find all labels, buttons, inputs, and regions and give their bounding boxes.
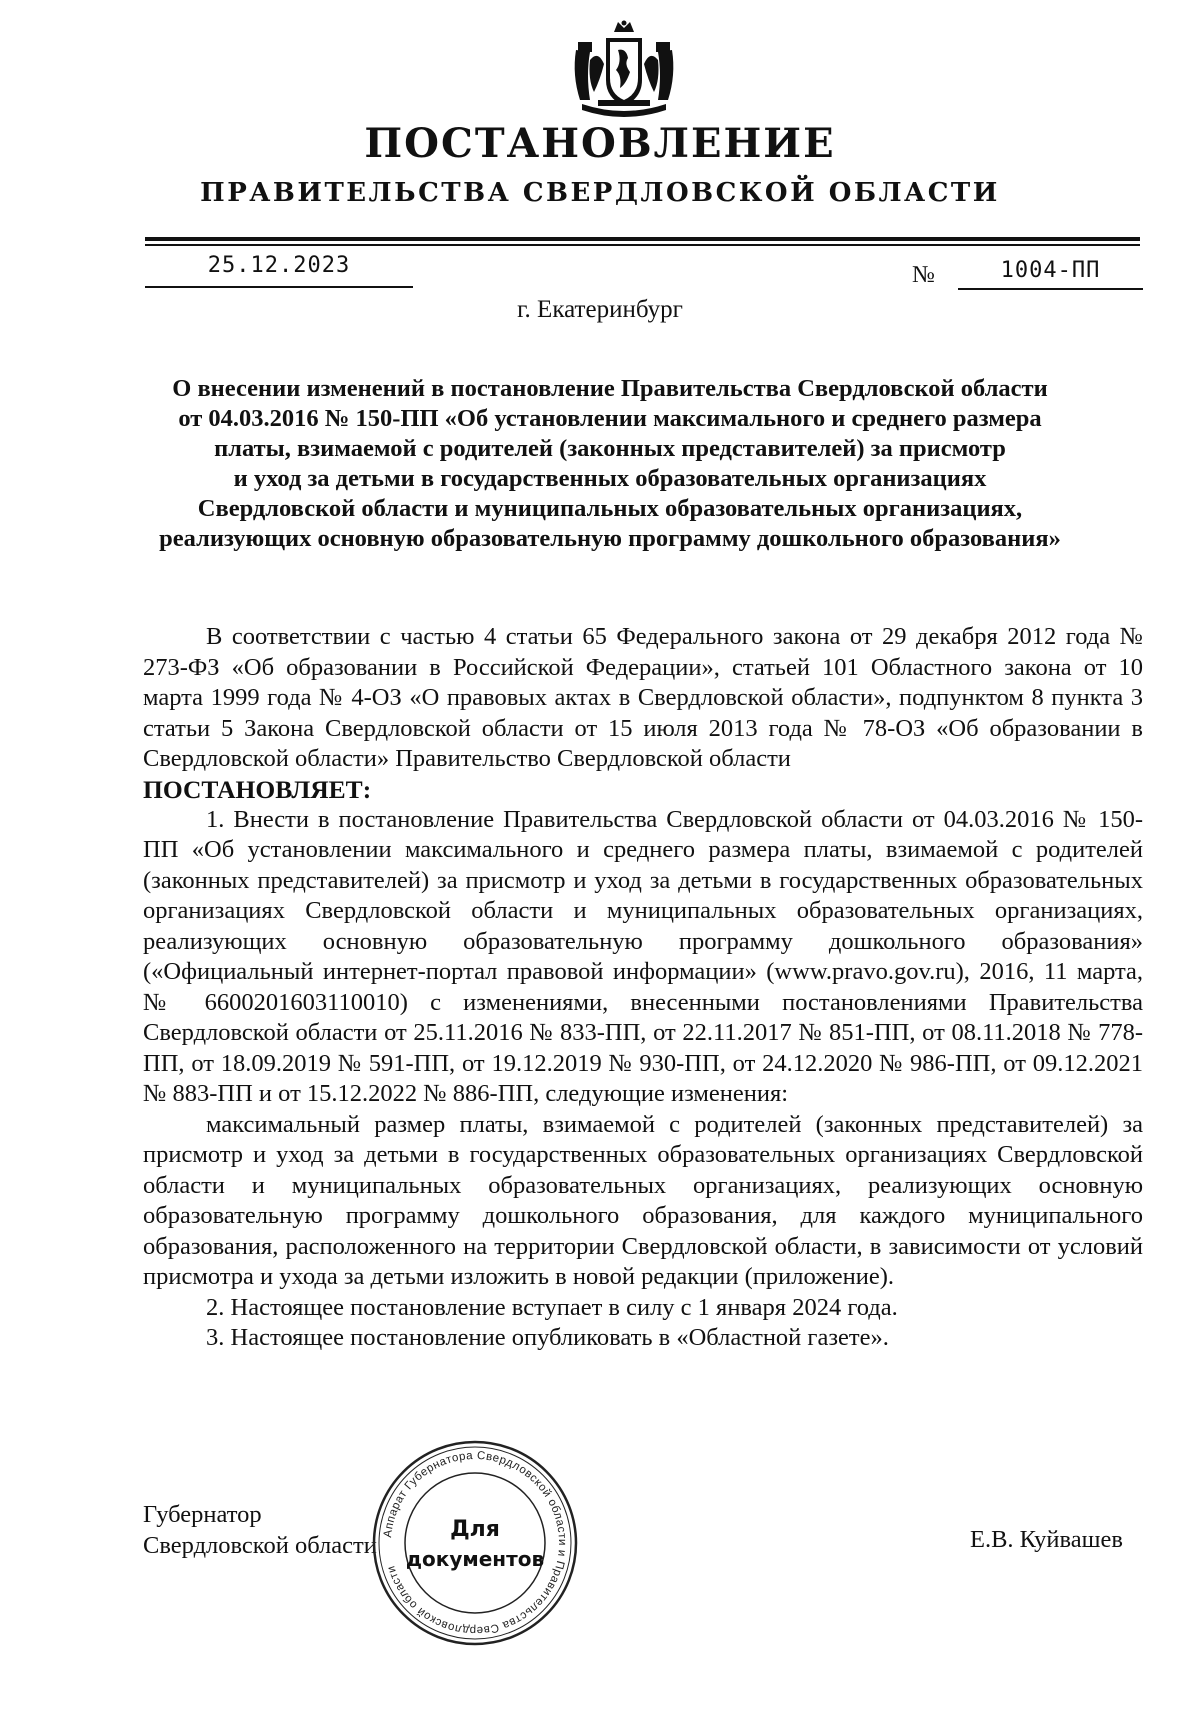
signatory-name: Е.В. Куйвашев [970,1526,1123,1553]
document-date: 25.12.2023 [207,253,351,278]
official-stamp [370,1438,580,1648]
intro-paragraph: В соответствии с частью 4 статьи 65 Федерального закона от 29 декабря 2012 года № 273-ФЗ «Об образовании в Российской Федерации», статьей 101 Областного закона от 10 марта 1999 года № 4-ОЗ «О правовых актах в Свердловской области», подпунктом 8 пункта 3 статьи 5 Закона Свердловской области от 15 июля 2013 года № 78-ОЗ «Об образовании в Свердловской области» Правительство Свердловской области [143,623,1143,772]
header-rule-thick [145,237,1140,241]
document-subtitle: ПРАВИТЕЛЬСТВА СВЕРДЛОВСКОЙ ОБЛАСТИ [200,178,1000,208]
decree-word: ПОСТАНОВЛЯЕТ: [143,774,372,804]
heading-line: от 04.03.2016 № 150-ПП «Об установлении максимального и среднего размера [178,405,1042,432]
stamp-ring-text: Аппарат Губернатора Свердловской области и Правительства Свердловской области [382,1449,569,1637]
svg-text:Аппарат Губернатора Свердловск [382,1450,568,1636]
header-rule-thin [145,244,1140,246]
document-city: г. Екатеринбург [517,296,683,323]
heading-line: реализующих основную образовательную программу дошкольного образования» [159,525,1061,552]
item-2-paragraph: 2. Настоящее постановление вступает в силу с 1 января 2024 года. [206,1293,898,1321]
document-number: 1004-ПП [1000,258,1101,283]
item-3-paragraph: 3. Настоящее постановление опубликовать в «Областной газете». [206,1324,889,1351]
document-title: ПОСТАНОВЛЕНИЕ [364,120,836,167]
heading-line: платы, взимаемой с родителей (законных представителей) за присмотр [214,435,1006,462]
heading-line: Свердловской области и муниципальных образовательных организациях, [197,495,1023,522]
signatory-position-line: Свердловской области [143,1532,377,1559]
item-1-sub-paragraph: максимальный размер платы, взимаемой с родителей (законных представителей) за присмотр и уход за детьми в государственных образовательных организациях Свердловской области и муниципальных образовательных организациях, реализующих основную образовательную программу дошкольного образования, для каждого муниципального образования, расположенного на территории Свердловской области, в зависимости от условий присмотра и ухода за детьми изложить в новой редакции (приложение). [143,1110,1143,1290]
item-1-paragraph: 1. Внести в постановление Правительства Свердловской области от 04.03.2016 № 150-ПП «Об установлении максимального и среднего размера платы, взимаемой с родителей (законных представителей) за присмотр и уход за детьми в государственных образовательных организациях Свердловской области и муниципальных образовательных организациях, реализующих основную образовательную программу дошкольного образования» («Официальный интернет-портал правовой информации» (www.pravo.gov.ru), 2016, 11 марта, № 6600201603110010) с изменениями, внесенными постановлениями Правительства Свердловской области от 25.11.2016 № 833-ПП, от 22.11.2017 № 851-ПП, от 08.11.2018 № 778-ПП, от 18.09.2019 № 591-ПП, от 19.12.2019 № 930-ПП, от 24.12.2020 № 986-ПП, от 09.12.2021 № 883-ПП и от 15.12.2022 № 886-ПП, следующие изменения: [143,805,1143,1107]
coat-of-arms-icon [568,20,680,125]
stamp-center-line: документов [405,1547,545,1571]
heading-line: О внесении изменений в постановление Правительства Свердловской области [172,375,1048,402]
stamp-center-line: Для [450,1517,500,1542]
document-heading [130,374,1090,554]
signatory-position-line: Губернатор [143,1501,262,1528]
document-body [143,622,1143,1354]
signatory-position [143,1499,377,1561]
heading-line: и уход за детьми в государственных образовательных организациях [233,465,987,492]
number-underline [958,288,1143,290]
date-underline [145,286,413,288]
number-sign: № [912,262,935,288]
